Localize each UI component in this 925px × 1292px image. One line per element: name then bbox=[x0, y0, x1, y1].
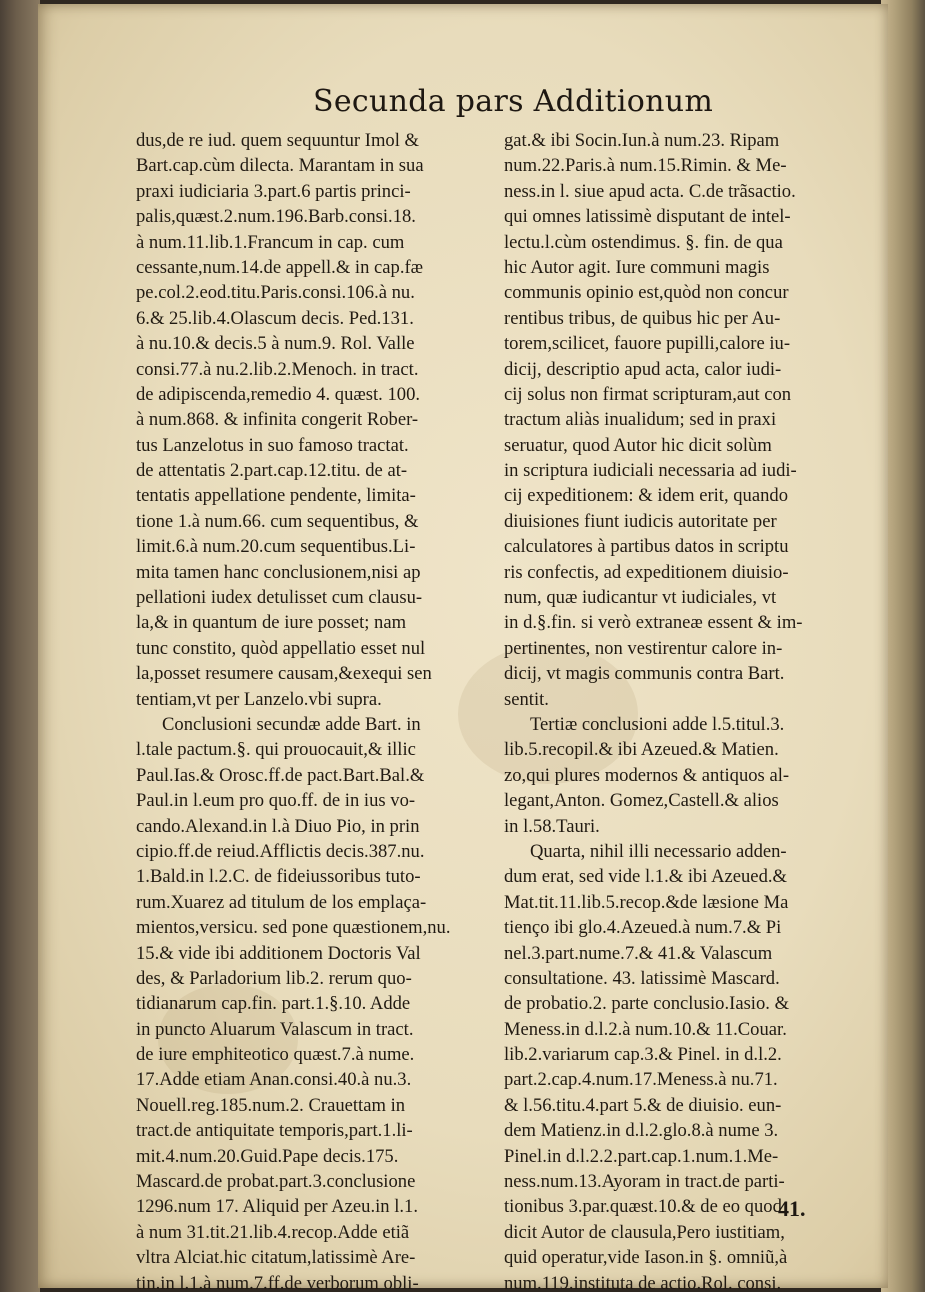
text-line: nel.3.part.nume.7.& 41.& Valascum bbox=[504, 942, 773, 964]
text-line: Conclusioni secundæ adde Bart. in bbox=[162, 713, 421, 735]
text-line: tus Lanzelotus in suo famoso tractat. bbox=[136, 434, 409, 456]
text-line: mit.4.num.20.Guid.Pape decis.175. bbox=[136, 1145, 399, 1167]
text-line: 6.& 25.lib.4.Olascum decis. Ped.131. bbox=[136, 307, 414, 329]
text-line: 15.& vide ibi additionem Doctoris Val bbox=[136, 942, 421, 964]
text-line: consi.77.à nu.2.lib.2.Menoch. in tract. bbox=[136, 358, 419, 380]
text-line: Nouell.reg.185.num.2. Crauettam in bbox=[136, 1094, 406, 1116]
text-line: lib.5.recopil.& ibi Azeued.& Matien. bbox=[504, 739, 779, 761]
text-line: ris confectis, ad expeditionem diuisio- bbox=[504, 561, 789, 583]
text-line: in scriptura iudiciali necessaria ad iudi- bbox=[504, 460, 797, 482]
text-line: tione 1.à num.66. cum sequentibus, & bbox=[136, 510, 419, 532]
text-line: cessante,num.14.de appell.& in cap.fæ bbox=[136, 256, 424, 278]
text-line: communis opinio est,quòd non concur bbox=[504, 282, 789, 304]
text-line: in l.58.Tauri. bbox=[504, 815, 600, 837]
left-text-column bbox=[136, 128, 498, 1292]
text-line: tractum aliàs inualidum; sed in praxi bbox=[504, 409, 777, 431]
text-line: de probatio.2. parte conclusio.Iasio. & bbox=[504, 993, 790, 1015]
text-line: in d.§.fin. si verò extraneæ essent & im- bbox=[504, 612, 803, 634]
text-line: diuisiones fiunt iudicis autoritate per bbox=[504, 510, 777, 532]
text-line: 17.Adde etiam Anan.consi.40.à nu.3. bbox=[136, 1069, 412, 1091]
text-line: num.119.instituta de actio.Rol. consi. bbox=[504, 1272, 782, 1292]
text-line: tidianarum cap.fin. part.1.§.10. Adde bbox=[136, 993, 411, 1015]
text-line: à num.11.lib.1.Francum in cap. cum bbox=[136, 231, 405, 253]
text-line: cij expeditionem: & idem erit, quando bbox=[504, 485, 788, 507]
text-line: limit.6.à num.20.cum sequentibus.Li- bbox=[136, 536, 416, 558]
book-page bbox=[38, 4, 888, 1292]
text-line: tionibus 3.par.quæst.10.& de eo quod bbox=[504, 1196, 782, 1218]
text-line: palis,quæst.2.num.196.Barb.consi.18. bbox=[136, 206, 416, 228]
text-line: ness.num.13.Ayoram in tract.de parti- bbox=[504, 1171, 785, 1193]
text-line: rum.Xuarez ad titulum de los emplaça- bbox=[136, 891, 427, 913]
text-line: de attentatis 2.part.cap.12.titu. de at- bbox=[136, 460, 408, 482]
text-line: la,& in quantum de iure posset; nam bbox=[136, 612, 407, 634]
text-line: mientos,versicu. sed pone quæstionem,nu. bbox=[136, 917, 451, 939]
text-line: torem,scilicet, fauore pupilli,calore iu- bbox=[504, 333, 791, 355]
text-line: dicij, vt magis communis contra Bart. bbox=[504, 663, 785, 685]
text-line: de adipiscenda,remedio 4. quæst. 100. bbox=[136, 383, 421, 405]
text-line: part.2.cap.4.num.17.Meness.à nu.71. bbox=[504, 1069, 778, 1091]
text-line: tin.in l.1.à num.7.ff.de verborum obli- bbox=[136, 1272, 419, 1292]
text-line: lib.2.variarum cap.3.& Pinel. in d.l.2. bbox=[504, 1044, 782, 1066]
text-line: tentiam,vt per Lanzelo.vbi supra. bbox=[136, 688, 382, 710]
text-line: cipio.ff.de reiud.Afflictis decis.387.nu. bbox=[136, 840, 425, 862]
text-line: vltra Alciat.hic citatum,latissimè Are- bbox=[136, 1247, 416, 1269]
text-line: cij solus non firmat scripturam,aut con bbox=[504, 383, 792, 405]
text-line: Tertiæ conclusioni adde l.5.titul.3. bbox=[530, 713, 785, 735]
text-line: Bart.cap.cùm dilecta. Marantam in sua bbox=[136, 155, 424, 177]
text-line: cando.Alexand.in l.à Diuo Pio, in prin bbox=[136, 815, 420, 837]
text-line: & l.56.titu.4.part 5.& de diuisio. eun- bbox=[504, 1094, 782, 1116]
text-line: pertinentes, non vestirentur calore in- bbox=[504, 637, 783, 659]
text-line: tentatis appellatione pendente, limita- bbox=[136, 485, 416, 507]
text-line: qui omnes latissimè disputant de intel- bbox=[504, 206, 791, 228]
text-line: hic Autor agit. Iure communi magis bbox=[504, 256, 770, 278]
text-line: à nu.10.& decis.5 à num.9. Rol. Valle bbox=[136, 333, 415, 355]
text-line: in puncto Aluarum Valascum in tract. bbox=[136, 1018, 414, 1040]
text-line: Quarta, nihil illi necessario adden- bbox=[530, 840, 787, 862]
text-line: seruatur, quod Autor hic dicit solùm bbox=[504, 434, 772, 456]
text-line: tunc constito, quòd appellatio esset nul bbox=[136, 637, 426, 659]
text-line: dus,de re iud. quem sequuntur Imol & bbox=[136, 130, 419, 151]
text-line: dum erat, sed vide l.1.& ibi Azeued.& bbox=[504, 866, 787, 888]
text-line: sentit. bbox=[504, 688, 549, 710]
text-line: à num 31.tit.21.lib.4.recop.Adde etiã bbox=[136, 1221, 410, 1243]
text-line: Mascard.de probat.part.3.conclusione bbox=[136, 1171, 416, 1193]
text-line: Pinel.in d.l.2.2.part.cap.1.num.1.Me- bbox=[504, 1145, 779, 1167]
text-line: Paul.Ias.& Orosc.ff.de pact.Bart.Bal.& bbox=[136, 764, 425, 786]
text-line: Paul.in l.eum pro quo.ff. de in ius vo- bbox=[136, 790, 416, 812]
text-line: à num.868. & infinita congerit Rober- bbox=[136, 409, 419, 431]
text-line: legant,Anton. Gomez,Castell.& alios bbox=[504, 790, 779, 812]
text-line: dicit Autor de clausula,Pero iustitiam, bbox=[504, 1221, 785, 1243]
text-line: pellationi iudex detulisset cum clausu- bbox=[136, 587, 423, 609]
text-line: lectu.l.cùm ostendimus. §. fin. de qua bbox=[504, 231, 783, 253]
text-line: consultatione. 43. latissimè Mascard. bbox=[504, 967, 780, 989]
right-text-column bbox=[504, 128, 828, 1292]
text-line: calculatores à partibus datos in scriptu bbox=[504, 536, 789, 558]
text-line: Mat.tit.11.lib.5.recop.&de læsione Ma bbox=[504, 891, 789, 913]
text-line: rentibus tribus, de quibus hic per Au- bbox=[504, 307, 781, 329]
text-line: de iure emphiteotico quæst.7.à nume. bbox=[136, 1044, 415, 1066]
text-line: num, quæ iudicantur vt iudiciales, vt bbox=[504, 587, 777, 609]
text-line: pe.col.2.eod.titu.Paris.consi.106.à nu. bbox=[136, 282, 415, 304]
text-line: mita tamen hanc conclusionem,nisi ap bbox=[136, 561, 421, 583]
text-line: quid operatur,vide Iason.in §. omniũ,à bbox=[504, 1247, 788, 1269]
text-line: praxi iudiciaria 3.part.6 partis princi- bbox=[136, 180, 411, 202]
text-line: des, & Parladorium lib.2. rerum quo- bbox=[136, 967, 412, 989]
text-line: ness.in l. siue apud acta. C.de trãsactio. bbox=[504, 180, 796, 202]
text-line: 1.Bald.in l.2.C. de fideiussoribus tuto- bbox=[136, 866, 421, 888]
text-line: gat.& ibi Socin.Iun.à num.23. Ripam bbox=[504, 130, 780, 151]
left-page-edge bbox=[0, 0, 40, 1292]
text-line: num.22.Paris.à num.15.Rimin. & Me- bbox=[504, 155, 787, 177]
text-line: la,posset resumere causam,&exequi sen bbox=[136, 663, 432, 685]
running-head: Secunda pars Additionum bbox=[313, 84, 714, 119]
text-line: Meness.in d.l.2.à num.10.& 11.Couar. bbox=[504, 1018, 787, 1040]
text-line: tract.de antiquitate temporis,part.1.li- bbox=[136, 1120, 413, 1142]
text-line: 1296.num 17. Aliquid per Azeu.in l.1. bbox=[136, 1196, 418, 1218]
text-line: zo,qui plures modernos & antiquos al- bbox=[504, 764, 790, 786]
text-line: dem Matienz.in d.l.2.glo.8.à nume 3. bbox=[504, 1120, 779, 1142]
text-line: l.tale pactum.§. qui prouocauit,& illic bbox=[136, 739, 416, 761]
folio-number: 41. bbox=[778, 1196, 806, 1221]
text-line: dicij, descriptio apud acta, calor iudi- bbox=[504, 358, 782, 380]
text-line: tienço ibi glo.4.Azeued.à num.7.& Pi bbox=[504, 917, 782, 939]
